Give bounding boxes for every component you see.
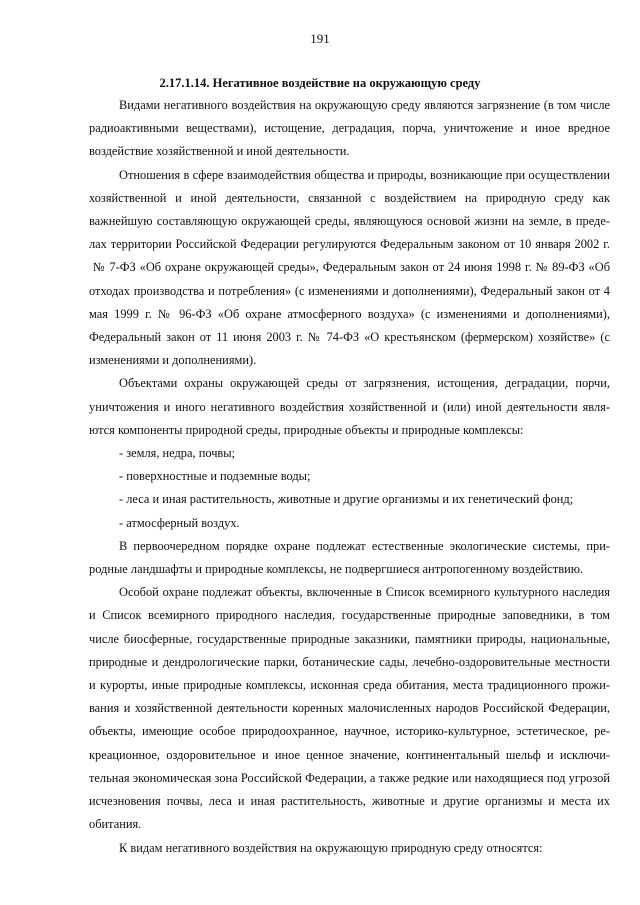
page-number: 191 [310, 31, 330, 46]
section-heading: 2.17.1.14. Негативное воздействие на окружающую среду [159, 76, 481, 90]
paragraph-impact-types-intro: К видам негативного воздействия на окружающую природную среду относятся: [119, 840, 543, 855]
body-text [89, 94, 610, 860]
paragraph-priority-protection: В первоочередном порядке охране подлежат естественные экологические системы, природные ландшафты и природные комплексы, не подвергшиеся антропогенному воздействию. [89, 538, 610, 577]
list-item: - земля, недра, почвы; [119, 446, 236, 461]
paragraph-negative-impact-definition: Видами негативного воздействия на окружающую среду являются загрязнение (в том числе радиоактивными веществами), истощение, деградация, порча, уничтожение и иное вредное воздействие хозяйственной и иной деятельности. [89, 98, 610, 159]
list-item: - атмосферный воздух. [119, 515, 240, 530]
list-item: - леса и иная растительность, животные и другие организмы и их генетический фонд; [119, 492, 574, 507]
list-item: - поверхностные и подземные воды; [119, 469, 311, 484]
paragraph-legal-regulation: Отношения в сфере взаимодействия общества и природы, возникающие при осуществлении хозяйственной и иной деятельности, связанной с воздействием на природную среду как важнейшую составляющую окружающей среды, являющуюся основой жизни на земле, в пределах территории Российской Федерации регулируются Федеральным законом от 10 января 2002 г. № 7-ФЗ «Об охране окружающей среды», Федеральным закон от 24 июня 1998 г. № 89-ФЗ «Об отходах производства и потребления» (с изменениями и дополнениями), Федеральный закон от 4 мая 1999 г. № 96-ФЗ «Об охране атмосферного воздуха» (с изменениями и дополнениями), Федеральный закон от 11 июня 2003 г. № 74-ФЗ «О крестьянском (фермерском) хозяйстве» (с изменениями и дополнениями). [89, 167, 610, 368]
paragraph-protected-objects: Объектами охраны окружающей среды от загрязнения, истощения, деградации, порчи, уничтожения и иного негативного воздействия хозяйственной и (или) иной деятельности являются компоненты природной среды, природные объекты и природные комплексы: [89, 376, 610, 437]
paragraph-special-protection: Особой охране подлежат объекты, включенные в Список всемирного культурного наследия и Список всемирного природного наследия, государственные природные заповедники, в том числе биосферные, государственные природные заказники, памятники природы, национальные, природные и дендрологические парки, ботанические сады, лечебно-оздоровительные местности и курорты, иные природные комплексы, исконная среда обитания, места традиционного проживания и хозяйственной деятельности коренных малочисленных народов Российской Федерации, объекты, имеющие особое природоохранное, научное, историко-культурное, эстетическое, рекреационное, оздоровительное и иное ценное значение, континентальный шельф и исключительная экономическая зона Российской Федерации, а также редкие или находящиеся под угрозой исчезновения почвы, леса и иная растительность, животные и другие организмы и места их обитания. [89, 585, 610, 832]
